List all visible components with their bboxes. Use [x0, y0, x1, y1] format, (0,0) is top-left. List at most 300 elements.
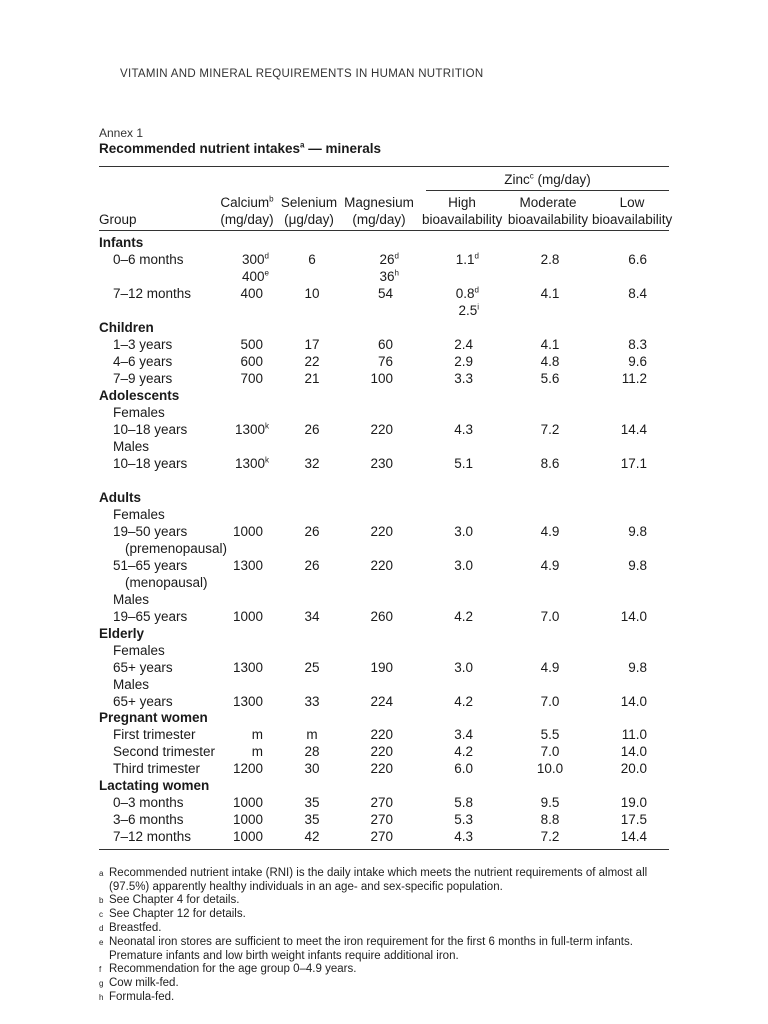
- title-rest: — minerals: [304, 141, 382, 156]
- cell-value: 270: [370, 795, 393, 810]
- cell-zinc-high: [413, 811, 473, 828]
- cell-value: 260: [370, 609, 393, 624]
- cell-value: 26: [304, 422, 320, 437]
- annex-label: Annex 1: [99, 126, 144, 140]
- col-header-group: Group: [99, 212, 137, 227]
- cell-zinc-high: [413, 523, 473, 540]
- cell-magnesium: [333, 659, 393, 676]
- cell-zinc-high: [413, 608, 473, 625]
- zinc-underline-rule: [426, 190, 669, 191]
- cell-value: 10.0: [536, 761, 564, 776]
- cell-calcium: [203, 828, 263, 845]
- cell-value: 8.6: [540, 456, 560, 471]
- cell-value: 21: [304, 371, 320, 386]
- cell-value: 22: [304, 354, 320, 369]
- cell-value: 26: [304, 524, 320, 539]
- cell-value: 2.4: [454, 337, 473, 352]
- footnote-text: Recommendation for the age group 0–4.9 years.: [109, 963, 357, 975]
- cell-magnesium: [333, 760, 393, 777]
- row-label: 65+ years: [113, 660, 173, 675]
- cell-magnesium: [333, 336, 393, 353]
- cell-zinc-low: [587, 353, 647, 370]
- cell-zinc-high: [413, 828, 473, 845]
- cell-zinc-low: [587, 828, 647, 845]
- cell-calcium: [203, 557, 263, 574]
- cell-zinc-low: [587, 523, 647, 540]
- magnesium-label: Magnesium: [344, 195, 414, 210]
- cell-zinc-low: [587, 285, 647, 302]
- group-heading: Adults: [99, 490, 141, 505]
- cell-value: 3.4: [454, 727, 473, 742]
- cell-footnote-mark: k: [265, 455, 269, 465]
- cell-value: 1.1: [455, 252, 475, 267]
- cell-value: 4.2: [454, 609, 473, 624]
- cell-value: 1000: [232, 812, 263, 827]
- cell-zinc-moderate: [520, 370, 580, 387]
- cell-zinc-moderate: [520, 760, 580, 777]
- cell-zinc-moderate: [520, 608, 580, 625]
- cell-calcium: [203, 726, 263, 743]
- cell-value: 11.0: [621, 727, 647, 742]
- row-label: Third trimester: [113, 761, 201, 776]
- cell-value: 2.5: [458, 303, 478, 318]
- group-heading: Adolescents: [99, 388, 180, 403]
- col-header-magnesium: [343, 194, 415, 228]
- row-label: 7–12 months: [113, 829, 192, 844]
- footnote-text: See Chapter 12 for details.: [109, 908, 246, 920]
- cell-selenium: [282, 251, 342, 268]
- row-label: Females: [113, 405, 165, 420]
- cell-value: 14.0: [620, 609, 647, 624]
- cell-zinc-low: [587, 760, 647, 777]
- cell-value: 4.3: [454, 829, 473, 844]
- cell-value: 9.6: [628, 354, 647, 369]
- col-header-calcium: [214, 194, 280, 228]
- cell-zinc-moderate: [520, 421, 580, 438]
- cell-magnesium: [333, 370, 393, 387]
- row-label: 0–3 months: [113, 795, 184, 810]
- zinc-header-text: Zinc: [504, 172, 530, 187]
- cell-value: 26: [304, 558, 320, 573]
- cell-value: 8.3: [628, 337, 647, 352]
- cell-value: 11.2: [621, 371, 647, 386]
- footnote: [99, 936, 669, 963]
- cell-value: 7.2: [540, 829, 560, 844]
- cell-value: 1300: [234, 422, 265, 437]
- cell-value: 1300: [232, 558, 263, 573]
- zinc-header-sup: c: [529, 171, 534, 181]
- header-bottom-rule: [99, 230, 669, 231]
- footnote-mark: b: [99, 896, 104, 905]
- cell-value: 100: [370, 371, 393, 386]
- cell-value: 5.8: [454, 795, 473, 810]
- zinc-moderate-label: Moderate: [519, 195, 577, 210]
- calcium-sup: b: [269, 194, 274, 204]
- table-bottom-rule: [99, 849, 669, 850]
- cell-magnesium: [339, 268, 399, 285]
- calcium-label: Calcium: [220, 195, 270, 210]
- group-heading: Children: [99, 320, 154, 335]
- cell-magnesium: [333, 743, 393, 760]
- cell-magnesium: [333, 421, 393, 438]
- cell-value: 1000: [232, 829, 263, 844]
- footnote-mark: g: [99, 979, 104, 988]
- cell-zinc-low: [587, 455, 647, 472]
- row-label: Second trimester: [113, 744, 216, 759]
- cell-value: 17: [304, 337, 320, 352]
- cell-zinc-moderate: [520, 523, 580, 540]
- footnote: [99, 867, 669, 894]
- cell-value: 4.2: [454, 694, 473, 709]
- cell-magnesium: [333, 693, 393, 710]
- cell-value: 270: [370, 829, 393, 844]
- cell-zinc-low: [587, 421, 647, 438]
- cell-value: 6.6: [628, 252, 647, 267]
- col-header-selenium: [280, 194, 338, 228]
- cell-value: 5.1: [454, 456, 473, 471]
- cell-value: 270: [370, 812, 393, 827]
- cell-value: 7.0: [540, 694, 560, 709]
- row-label: (menopausal): [125, 575, 208, 590]
- cell-value: 700: [240, 371, 263, 386]
- cell-magnesium: [333, 353, 393, 370]
- cell-value: 224: [370, 694, 393, 709]
- group-heading: Lactating women: [99, 778, 210, 793]
- zinc-low-label: Low: [619, 195, 645, 210]
- calcium-unit: (mg/day): [220, 212, 274, 227]
- cell-footnote-mark: d: [474, 285, 479, 295]
- row-label: 4–6 years: [113, 354, 173, 369]
- cell-calcium: [209, 268, 269, 285]
- cell-value: 14.0: [620, 744, 647, 759]
- cell-value: 9.5: [540, 795, 560, 810]
- cell-magnesium: [339, 251, 399, 268]
- cell-magnesium: [333, 726, 393, 743]
- footnote-text: Cow milk-fed.: [109, 977, 179, 989]
- cell-value: 4.9: [540, 660, 560, 675]
- cell-zinc-low: [587, 659, 647, 676]
- cell-value: 6: [308, 252, 316, 267]
- cell-zinc-high: [413, 370, 473, 387]
- cell-calcium: [203, 523, 263, 540]
- cell-zinc-low: [587, 251, 647, 268]
- cell-value: 14.4: [620, 829, 647, 844]
- cell-calcium: [203, 760, 263, 777]
- cell-magnesium: [333, 557, 393, 574]
- row-label: Females: [113, 507, 165, 522]
- cell-value: 9.8: [628, 524, 647, 539]
- footnote: [99, 908, 669, 922]
- cell-zinc-low: [587, 726, 647, 743]
- cell-value: m: [251, 727, 263, 742]
- cell-zinc-moderate: [520, 285, 580, 302]
- row-label: 10–18 years: [113, 456, 188, 471]
- cell-value: 1000: [232, 795, 263, 810]
- running-head: VITAMIN AND MINERAL REQUIREMENTS IN HUMAN NUTRITION: [120, 68, 484, 80]
- col-header-zinc-low: [592, 194, 672, 228]
- row-label: 10–18 years: [113, 422, 188, 437]
- cell-footnote-mark: h: [394, 268, 399, 278]
- cell-calcium: [209, 421, 269, 438]
- cell-zinc-low: [587, 370, 647, 387]
- footnote: [99, 922, 669, 936]
- cell-value: 7.0: [540, 744, 560, 759]
- cell-footnote-mark: d: [394, 251, 399, 261]
- title-sup: a: [300, 140, 305, 150]
- cell-value: 220: [370, 761, 393, 776]
- cell-zinc-moderate: [520, 336, 580, 353]
- cell-magnesium: [333, 285, 393, 302]
- cell-value: 190: [370, 660, 393, 675]
- cell-calcium: [203, 353, 263, 370]
- cell-value: 400: [242, 269, 265, 284]
- cell-zinc-moderate: [520, 353, 580, 370]
- cell-value: 4.1: [540, 286, 560, 301]
- cell-zinc-low: [587, 608, 647, 625]
- cell-value: 4.3: [454, 422, 473, 437]
- cell-value: 3.0: [454, 558, 473, 573]
- cell-footnote-mark: k: [265, 421, 269, 431]
- cell-value: 25: [304, 660, 320, 675]
- cell-zinc-moderate: [520, 455, 580, 472]
- cell-value: 54: [377, 286, 393, 301]
- footnote-mark: c: [99, 910, 103, 919]
- cell-value: 32: [304, 456, 320, 471]
- cell-footnote-mark: d: [474, 251, 479, 261]
- row-label: 51–65 years: [113, 558, 188, 573]
- cell-value: 19.0: [620, 795, 647, 810]
- cell-zinc-high: [413, 455, 473, 472]
- cell-magnesium: [333, 828, 393, 845]
- row-label: Males: [113, 677, 150, 692]
- cell-value: 3.0: [454, 524, 473, 539]
- cell-value: 35: [304, 795, 320, 810]
- cell-value: 76: [377, 354, 393, 369]
- cell-calcium: [203, 285, 263, 302]
- cell-value: 2.8: [540, 252, 560, 267]
- cell-calcium: [203, 743, 263, 760]
- cell-value: 1300: [232, 660, 263, 675]
- cell-value: 34: [304, 609, 320, 624]
- cell-value: 220: [370, 524, 393, 539]
- cell-zinc-high: [413, 421, 473, 438]
- col-header-zinc-moderate: [507, 194, 589, 228]
- cell-zinc-moderate: [520, 794, 580, 811]
- cell-zinc-high: [413, 693, 473, 710]
- cell-zinc-high: [413, 726, 473, 743]
- cell-value: 8.8: [540, 812, 560, 827]
- row-label: Males: [113, 592, 150, 607]
- cell-value: 5.5: [540, 727, 560, 742]
- cell-calcium: [203, 608, 263, 625]
- footnote-mark: h: [99, 993, 104, 1002]
- cell-value: 5.6: [540, 371, 560, 386]
- row-label: 7–9 years: [113, 371, 173, 386]
- cell-value: 220: [370, 744, 393, 759]
- cell-value: 0.8: [455, 286, 475, 301]
- selenium-label: Selenium: [280, 195, 338, 210]
- cell-value: 500: [240, 337, 263, 352]
- cell-value: 42: [304, 829, 320, 844]
- cell-value: 7.2: [540, 422, 560, 437]
- cell-calcium: [203, 370, 263, 387]
- cell-value: 20.0: [620, 761, 647, 776]
- row-label: 3–6 months: [113, 812, 184, 827]
- cell-calcium: [203, 336, 263, 353]
- cell-value: 1000: [232, 609, 263, 624]
- cell-zinc-moderate: [520, 726, 580, 743]
- cell-zinc-low: [587, 693, 647, 710]
- cell-magnesium: [333, 455, 393, 472]
- cell-value: 300: [242, 252, 265, 267]
- cell-calcium: [203, 811, 263, 828]
- cell-value: 220: [370, 558, 393, 573]
- cell-zinc-low: [587, 557, 647, 574]
- zinc-header-unit: (mg/day): [533, 172, 591, 187]
- magnesium-unit: (mg/day): [352, 212, 406, 227]
- cell-value: 1000: [232, 524, 263, 539]
- cell-value: 17.1: [620, 456, 647, 471]
- cell-value: 4.1: [540, 337, 560, 352]
- footnote-text: Formula-fed.: [109, 991, 175, 1003]
- cell-value: 1300: [234, 456, 265, 471]
- cell-value: 8.4: [628, 286, 647, 301]
- cell-value: 220: [370, 422, 393, 437]
- cell-value: 4.9: [540, 524, 560, 539]
- row-label: 65+ years: [113, 694, 173, 709]
- cell-zinc-high: [413, 659, 473, 676]
- cell-magnesium: [333, 523, 393, 540]
- cell-zinc-moderate: [520, 659, 580, 676]
- cell-value: 1300: [232, 694, 263, 709]
- row-label: 1–3 years: [113, 337, 173, 352]
- col-header-zinc-high: [422, 194, 502, 228]
- row-label: 19–50 years: [113, 524, 188, 539]
- cell-value: 220: [370, 727, 393, 742]
- cell-magnesium: [333, 811, 393, 828]
- row-label: (premenopausal): [125, 541, 228, 556]
- cell-value: 600: [240, 354, 263, 369]
- footnote: [99, 991, 669, 1005]
- cell-value: 9.8: [628, 660, 647, 675]
- cell-value: 35: [304, 812, 320, 827]
- cell-zinc-moderate: [520, 557, 580, 574]
- footnote: [99, 963, 669, 977]
- cell-value: 400: [240, 286, 263, 301]
- group-heading: Pregnant women: [99, 710, 208, 725]
- cell-footnote-mark: d: [264, 251, 269, 261]
- cell-calcium: [203, 659, 263, 676]
- row-label: Females: [113, 643, 165, 658]
- cell-zinc-high: [419, 251, 479, 268]
- cell-zinc-moderate: [520, 251, 580, 268]
- group-heading: Elderly: [99, 626, 145, 641]
- zinc-moderate-unit: bioavailability: [507, 212, 589, 227]
- cell-value: 36: [379, 269, 395, 284]
- cell-value: m: [251, 744, 263, 759]
- cell-zinc-high: [413, 557, 473, 574]
- zinc-high-label: High: [448, 195, 476, 210]
- cell-footnote-mark: e: [264, 268, 269, 278]
- group-heading: Infants: [99, 235, 144, 250]
- cell-value: 14.4: [620, 422, 647, 437]
- cell-value: 230: [370, 456, 393, 471]
- cell-value: 14.0: [620, 694, 647, 709]
- row-label: First trimester: [113, 727, 196, 742]
- title-main: Recommended nutrient intakes: [99, 141, 301, 156]
- cell-value: 7.0: [540, 609, 560, 624]
- cell-zinc-low: [587, 743, 647, 760]
- cell-value: 4.2: [454, 744, 473, 759]
- cell-value: 30: [304, 761, 320, 776]
- cell-value: 4.9: [540, 558, 560, 573]
- zinc-low-unit: bioavailability: [592, 212, 673, 227]
- cell-zinc-high: [413, 336, 473, 353]
- cell-zinc-low: [587, 811, 647, 828]
- cell-zinc-high: [413, 353, 473, 370]
- footnote-text: Neonatal iron stores are sufficient to meet the iron requirement for the first 6 months in full-term infants. Premature infants and low birth weight infants require additional iron.: [109, 936, 633, 962]
- cell-zinc-moderate: [520, 828, 580, 845]
- cell-value: m: [306, 727, 318, 742]
- cell-calcium: [209, 251, 269, 268]
- footnote-mark: a: [99, 869, 104, 878]
- cell-magnesium: [333, 794, 393, 811]
- cell-value: 9.8: [628, 558, 647, 573]
- cell-zinc-high: [413, 743, 473, 760]
- cell-footnote-mark: i: [477, 302, 479, 312]
- cell-calcium: [203, 794, 263, 811]
- cell-value: 10: [304, 286, 320, 301]
- cell-zinc-moderate: [520, 693, 580, 710]
- cell-value: 26: [379, 252, 395, 267]
- cell-value: 5.3: [454, 812, 473, 827]
- footnote-mark: d: [99, 924, 104, 933]
- cell-value: 60: [377, 337, 393, 352]
- cell-value: 2.9: [454, 354, 473, 369]
- cell-value: 28: [304, 744, 320, 759]
- cell-value: 33: [304, 694, 320, 709]
- cell-zinc-high: [413, 760, 473, 777]
- cell-zinc-low: [587, 336, 647, 353]
- cell-zinc-moderate: [520, 743, 580, 760]
- footnote: [99, 977, 669, 991]
- row-label: 19–65 years: [113, 609, 188, 624]
- footnote-text: See Chapter 4 for details.: [109, 894, 240, 906]
- cell-value: 1200: [232, 761, 263, 776]
- table-top-rule: [99, 166, 669, 167]
- footnote-mark: e: [99, 938, 104, 947]
- cell-value: 6.0: [454, 761, 473, 776]
- zinc-high-unit: bioavailability: [422, 212, 503, 227]
- footnote: [99, 894, 669, 908]
- cell-value: 17.5: [620, 812, 647, 827]
- row-label: 7–12 months: [113, 286, 192, 301]
- cell-magnesium: [333, 608, 393, 625]
- cell-calcium: [209, 455, 269, 472]
- row-label: Males: [113, 439, 150, 454]
- footnote-text: Breastfed.: [109, 922, 162, 934]
- cell-zinc-high: [419, 285, 479, 302]
- cell-value: 4.8: [540, 354, 560, 369]
- cell-zinc-moderate: [520, 811, 580, 828]
- zinc-header: [426, 171, 669, 188]
- row-label: 0–6 months: [113, 252, 184, 267]
- cell-calcium: [203, 693, 263, 710]
- cell-zinc-high: [413, 794, 473, 811]
- cell-zinc-low: [587, 794, 647, 811]
- footnote-text: Recommended nutrient intake (RNI) is the daily intake which meets the nutrient requirements of almost all (97.5%) apparently healthy individuals in an age- and sex-specific population.: [109, 867, 648, 893]
- cell-value: 3.3: [454, 371, 473, 386]
